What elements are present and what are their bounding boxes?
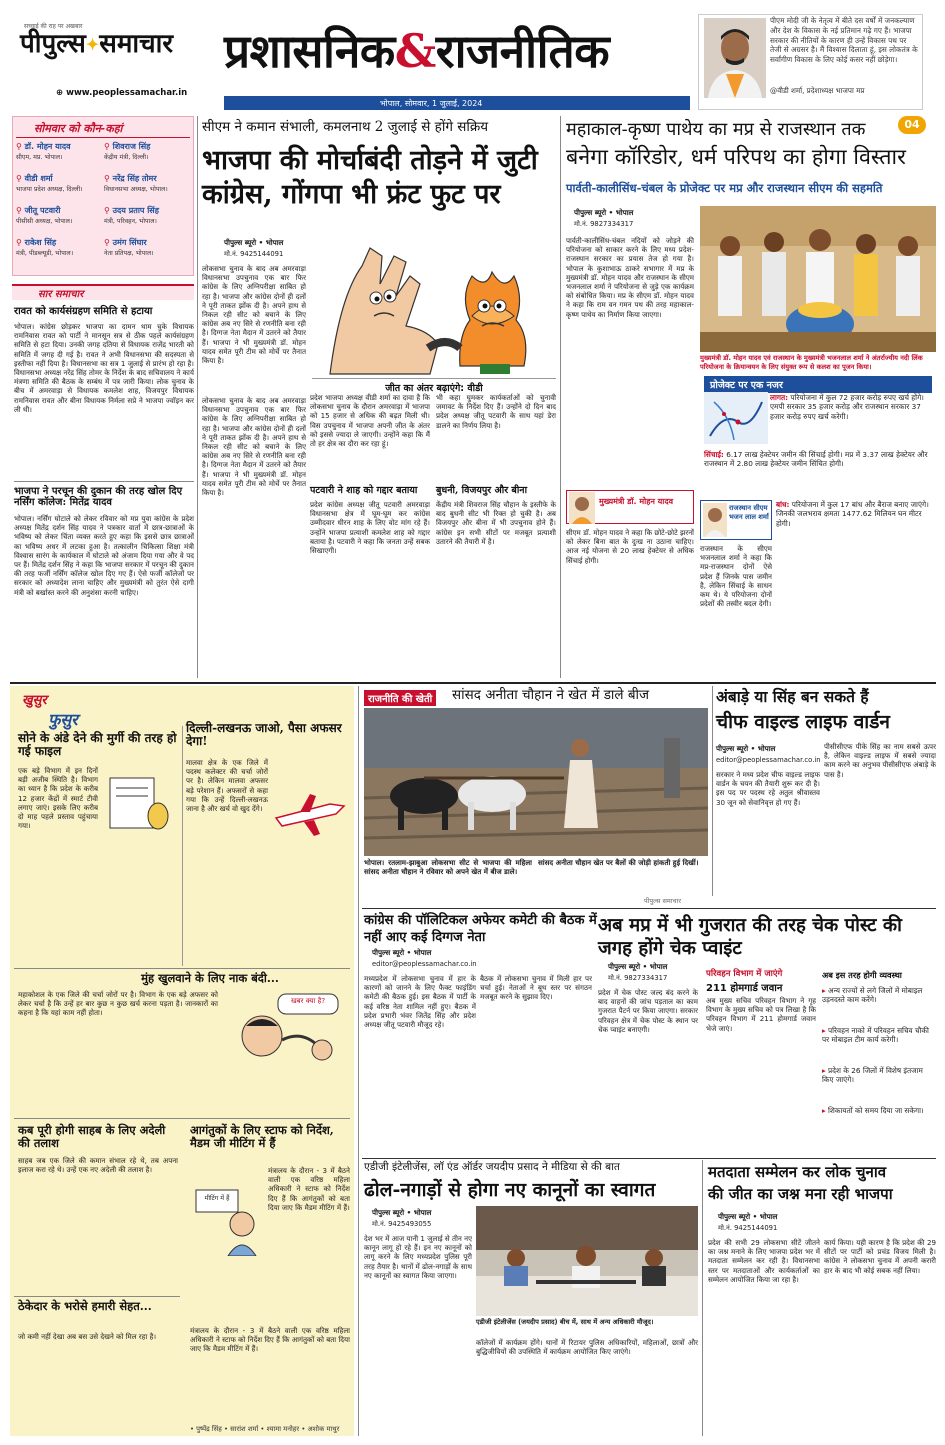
- checkpost-item: ▸ शिकायतों को समय दिया जा सकेगा।: [822, 1106, 924, 1115]
- corridor-mobile: मो.नं. 9827334317: [574, 220, 634, 228]
- adg-text-2: कॉलेजों में कार्यक्रम होंगे। थानों में रिटायर पुलिस अधिकारियों, महिलाओं, छात्रों और बुद्धिजीवियों की उपस्थिति में कार्यक्रम आयोजित किए जाएंगे।: [476, 1338, 698, 1357]
- voter-text-2: कार्य किया। यही कारण है कि प्रदेश की 29 सीटों पर पार्टी को प्रचंड विजय मिली है। कांग्रेस ने लोकसभा चुनाव में अपनी करारी हार के बाद भी कोई सबक नहीं लिया।: [824, 1238, 936, 1275]
- khusur-t2: मालवा क्षेत्र के एक जिले में पदस्थ कलेक्टर की चर्चा जोरों पर है। लेकिन मालवा अफसर बड़े परेशान हैं। अफसरों से कहा गया कि उन्हें दिल्ली-लखनऊ जाना है और खर्च वो खुद देंगे।: [186, 758, 268, 814]
- wildlife-byline: पीपुल्स ब्यूरो • भोपाल: [716, 744, 776, 753]
- farm-caption-1: भोपाल। रतलाम-झाबुआ लोकसभा सीट से भाजपा की महिला सांसद अनीता चौहान ने रविवार को अपने खेत में बीज डाले।: [364, 858, 532, 877]
- mohan-yadav-portrait: [569, 492, 595, 524]
- congress-byline: पीपुल्स ब्यूरो • भोपाल: [372, 948, 432, 957]
- corridor-subhead: पार्वती-कालीसिंध-चंबल के प्रोजेक्ट पर मप्र और राजस्थान सीएम की सहमति: [566, 181, 883, 195]
- bhajanlal-portrait: [703, 503, 727, 537]
- kalash-puja-photo: [700, 206, 936, 352]
- khusur-h4: कब पूरी होगी साहब के लिए अदेली की तलाश: [18, 1123, 166, 1150]
- congress-text-1: मध्यप्रदेश में लोकसभा चुनाव में हार के कारणों को जानने के लिए फैक्ट फाइंडिंग कमेटी की बैठक हुई। इस बैठक में पार्टी के कई वरिष्ठ नेता शामिल नहीं हुए। बैठक में प्रदेश प्रभारी भंवर जितेंद्र सिंह और प्रदेश अध्यक्ष जीतू पटवारी मौजूद रहे।: [364, 974, 476, 1030]
- logo-star-icon: ✦: [85, 35, 100, 55]
- lead-text-1: लोकसभा चुनाव के बाद अब अमरवाड़ा विधानसभा उपचुनाव एक बार फिर कांग्रेस के लिए अग्निपरीक्षा साबित हो रहा है। भाजपा और कांग्रेस दोनों ही दलों ने पूरी ताकत झोंक दी है। अपने हाथ से निकल रही सीट को बचाने के लिए कांग्रेस अब नए सिरे से रणनीति बना रही है। दिग्गज नेता मैदान में उतरने को तैयार हैं। भाजपा ने भी मुख्यमंत्री डॉ. मोहन यादव समेत पूरी टीम को मोर्चे पर तैनात किया है।: [202, 264, 306, 366]
- voter-byline: पीपुल्स ब्यूरो • भोपाल: [718, 1212, 778, 1221]
- farm-caption-2: सांसद अनीता चौहान खेत पर बैलों की जोड़ी हांकती हुई दिखीं।: [538, 858, 699, 867]
- khusur-h5: आगंतुकों के लिए स्टाफ को निर्देश, मैडम जी मीटिंग में हैं: [190, 1123, 334, 1150]
- farm-photo: [364, 708, 708, 856]
- mohan-yadav-quote-label: मुख्यमंत्री डॉ. मोहन यादव: [566, 490, 694, 524]
- who-person: ⚲ जीतू पटवारी पीसीसी अध्यक्ष, भोपाल।: [16, 206, 73, 225]
- location-pin-icon: ⚲: [104, 206, 110, 215]
- khusur-t1: एक बड़े विभाग में इन दिनों बड़ी अजीब स्थिति है। विभाग का ध्यान है कि प्रदेश के करीब 12 हजार केंद्रों में स्मार्ट टीवी लगाए जाएं। इसके लिए करीब दो माह पहले प्रस्ताव पहुंचाया गया।: [18, 766, 98, 831]
- farm-credit: पीपुल्स समाचार: [644, 897, 681, 905]
- khusur-footer: • पुष्पेंद्र सिंह • सारांश शर्मा • श्यामा मनोहर • अशोक माथुर: [190, 1425, 340, 1433]
- who-where-title: सोमवार को कौन-कहां: [34, 122, 123, 135]
- speech-bubble: खबर क्या है?: [290, 997, 326, 1005]
- voter-text-1: प्रदेश की सभी 29 लोकसभा सीटें जीतने का जश्न मनाने के लिए भाजपा प्रदेश भर में मतदाता सम्मेलन कर रही है। विधानसभा स्तर पर मतदाताओं और कार्यकर्ताओं का सम्मेलन आयोजित किया जा रहा है।: [708, 1238, 820, 1284]
- lead-text-3: भी कहा घुमकर कार्यकर्ताओं को चुनावी जमावट के निर्देश दिए हैं। उन्होंने दो दिन बाद प्रदेश अध्यक्ष जीतू पटवारी के साथ यहां डेरा डालने का निर्णय लिया है।: [436, 393, 556, 430]
- checkpost-byline: पीपुल्स ब्यूरो • भोपाल: [608, 962, 668, 971]
- khusur-t5b: मंत्रालय के दौरान - 3 में बैठने वाली एक वरिष्ठ महिला अधिकारी ने स्टाफ को निर्देश दिए हैं कि आगंतुकों को बता दिया जाए कि मैडम मीटिंग में हैं।: [190, 1326, 350, 1354]
- meeting-sign-text: मीटिंग में हैं: [204, 1195, 230, 1202]
- politics-farming-chip: राजनीति की खेती: [364, 690, 436, 706]
- khusur-h3: मुंह खुलवाने के लिए नाक बंदी...: [141, 971, 279, 985]
- checkpost-item: ▸ परिवहन नाको में परिवहन सचिव चौकी पर मोबाइल टीम कार्य करेगी।: [822, 1026, 929, 1045]
- who-person: ⚲ राकेश सिंह मंत्री, पीडब्ल्यूडी, भोपाल।: [16, 238, 74, 257]
- press-conference-photo: [476, 1206, 698, 1316]
- lead-text-2: प्रदेश भाजपा अध्यक्ष वीडी शर्मा का दावा है कि लोकसभा चुनाव के दौरान अमरवाड़ा में भाजपा को 15 हजार से अधिक की बढ़त मिली थी। विस उपचुनाव में भाजपा अपनी जीत के अंतर को इससे ज्यादा ले जाएगी। उन्होंने कहा कि मैं तो हर क्षेत्र का दौरा कर रहा हूं।: [310, 393, 430, 449]
- lead-byline: पीपुल्स ब्यूरो • भोपाल: [224, 238, 284, 247]
- adg-headline: ढोल-नगाड़ों से होगा नए कानूनों का स्वागत: [364, 1179, 656, 1201]
- mohan-yadav-quote: सीएम डॉ. मोहन यादव ने कहा कि छोटे-छोटे झरनों को लेकर बिना बात के दुःख ना उठाना चाहिए। आज नई योजना से 20 लाख हेक्टेयर से अधिक सिंचाई होगी।: [566, 528, 694, 565]
- location-pin-icon: ⚲: [16, 206, 22, 215]
- khusur-t4: साहब जब एक जिले की कमान संभाल रहे थे, तब अपना इलाज करा रहे थे। उन्हें एक नए अदेली की तलाश है।: [18, 1156, 178, 1175]
- voter-headline: की जीत का जश्न मना रही भाजपा: [708, 1185, 893, 1203]
- river-map-icon: [704, 392, 768, 444]
- lead-text-5: केंद्रीय मंत्री शिवराज सिंह चौहान के इस्तीफे के बाद बुधनी सीट भी रिक्त हो चुकी है। अब विजयपुर और बीना में भी उपचुनाव होने हैं। कांग्रेस इन सभी सीटों पर मजबूत प्रत्याशी उतारने की तैयारी में है।: [436, 500, 556, 546]
- who-person: ⚲ डॉ. मोहन यादव सीएम, मप्र. भोपाल।: [16, 142, 71, 161]
- who-person: ⚲ वीडी शर्मा भाजपा प्रदेश अध्यक्ष, दिल्ली।: [16, 174, 83, 193]
- khusur-fusur-title: खुसुर फुसुर: [22, 693, 78, 729]
- masthead-tagline: सच्चाई की राह पर अखबार: [24, 23, 83, 30]
- adg-photo: [476, 1206, 698, 1316]
- congress-text-2: बैठक में लोकसभा चुनाव में मिली हार पर चर्चा हुई। नेताओं ने बूथ स्तर पर संगठन मजबूत करने के सुझाव दिए।: [480, 974, 592, 1002]
- checkpost-subhead: परिवहन विभाग में जाएंगे 211 होमगार्ड जवान: [706, 969, 783, 994]
- portrait-image: [704, 18, 766, 98]
- lead-kicker: सीएम ने कमान संभाली, कमलनाथ 2 जुलाई से होंगे सक्रिय: [202, 119, 489, 135]
- lead-headline: भाजपा की मोर्चाबंदी तोड़ने में जुटी कांग्रेस, गोंगपा भी फ्रंट फुट पर: [202, 145, 538, 210]
- sar-text-1: भोपाल। कांग्रेस छोड़कर भाजपा का दामन थाम चुके विधायक रामनिवास रावत को पार्टी ने मानसून सत्र से ठीक पहले कार्यसंग्रहण समिति से हटा दिया। उनकी जगह दतिया से विधायक राजेंद्र भारती को समिति में जगह दी गई है। रावत ने अभी विधानसभा की सदस्यता से इस्तीफा नहीं दिया है। विधानसभा का सत्र 1 जुलाई से प्रारंभ हो रहा है। विधानसभा अध्यक्ष नरेंद्र सिंह तोमर के निर्देश के बाद सचिवालय ने कार्य मंत्रणा समिति की बैठक के सम्बंध में पत्र जारी किया। लोक चुनाव के बीच में अमरवाड़ा से विधायक कमलेश शाह, विजयपुर विधायक रामनिवास रावत और बीना विधायक निर्मला सप्रे ने भाजपा ज्वॉइन कर ली थी।: [14, 322, 194, 414]
- project-map: [704, 392, 768, 444]
- bhajanlal-quote-label: राजस्थान सीएम भजन लाल शर्मा: [700, 500, 772, 540]
- logo-text-2: समाचार: [99, 29, 174, 59]
- checkpost-box-title: अब इस तरह होगी व्यवस्था: [822, 970, 902, 980]
- checkpost-headline: अब मप्र में भी गुजरात की तरह चेक पोस्ट की जगह होंगे चेक प्वाइंट: [598, 915, 902, 959]
- adg-byline: पीपुल्स ब्यूरो • भोपाल: [372, 1208, 432, 1217]
- wildlife-kicker: अंबाड़े या सिंह बन सकते हैं: [716, 687, 869, 706]
- arrow-icon: ▸: [822, 1106, 826, 1115]
- project-box-title: प्रोजेक्ट पर एक नजर: [704, 376, 932, 393]
- adg-text-1: देश भर में आज यानी 1 जुलाई से तीन नए कानून लागू हो रहे हैं। इन नए कानूनों को लागू करने के लिए मध्यप्रदेश पुलिस पूरी तरह तैयार है। थानों में ढोल-नगाड़ों के साथ नए कानूनों का स्वागत किया जाएगा।: [364, 1234, 472, 1280]
- wildlife-email: editor@peoplessamachar.co.in: [716, 756, 821, 764]
- sar-headline-2: भाजपा ने परचून की दुकान की तरह खोल दिए नर्सिंग कॉलेज: मितेंद्र यादव: [14, 486, 183, 509]
- section-title-2: राजनीतिक: [435, 24, 610, 78]
- vd-sharma-photo: [704, 18, 766, 98]
- corridor-photo-caption: मुख्यमंत्री डॉ. मोहन यादव एवं राजस्थान के मुख्यमंत्री भजनलाल शर्मा ने अंतर्राज्यीय नदी लिंक परियोजना के क्रियान्वयन के लिए संयुक्त रूप से कलश का पूजन किया।: [700, 354, 923, 371]
- arrow-icon: ▸: [822, 986, 826, 995]
- sar-headline-1: रावत को कार्यसंग्रहण समिति से हटाया: [14, 306, 153, 317]
- khusur-t3: महाकोशल के एक जिले की चर्चा जोरों पर है। विभाग के एक बड़े अफसर को लेकर चर्चा है कि उन्हें हर बार कुछ न कुछ खर्च करना पड़ता है। जानकारों का कहना है कि यहां काम नहीं होता।: [18, 990, 218, 1018]
- corridor-byline: पीपुल्स ब्यूरो • भोपाल: [574, 208, 634, 217]
- arrow-icon: ▸: [822, 1066, 826, 1075]
- voter-mobile: मो.नं. 9425144091: [718, 1224, 778, 1232]
- meeting-sign-cartoon: [190, 1180, 266, 1256]
- khusur-cartoon-3: [222, 990, 350, 1074]
- airplane-cartoon: [270, 784, 350, 844]
- location-pin-icon: ⚲: [104, 142, 110, 151]
- farm-headline: सांसद अनीता चौहान ने खेत में डाले बीज: [452, 687, 650, 703]
- voter-kicker: मतदाता सम्मेलन कर लोक चुनाव: [708, 1163, 887, 1181]
- khusur-h1: सोने के अंडे देने की मुर्गी की तरह हो गई फाइल: [18, 731, 177, 759]
- khusur-t5: मंत्रालय के दौरान - 3 में बैठने वाली एक वरिष्ठ महिला अधिकारी ने स्टाफ को निर्देश दिए हैं कि आगंतुकों को बता दिया जाए कि मैडम मीटिंग में हैं।: [268, 1166, 350, 1212]
- congress-headline: कांग्रेस की पॉलिटिकल अफेयर कमेटी की बैठक में नहीं आए कई दिग्गज नेता: [364, 913, 597, 945]
- who-person: ⚲ नरेंद्र सिंह तोमर विधानसभा अध्यक्ष, भोपाल।: [104, 174, 168, 193]
- dateline: भोपाल, सोमवार, 1 जुलाई, 2024: [380, 99, 483, 108]
- khusur-h6: ठेकेदार के भरोसे हमारी सेहत...: [18, 1299, 152, 1313]
- corridor-kicker: महाकाल-कृष्ण पाथेय का मप्र से राजस्थान तक: [566, 119, 866, 140]
- lead-subhead-2: पटवारी ने शाह को गद्दार बताया: [310, 485, 418, 496]
- khusur-cartoon-2: [270, 784, 350, 844]
- adg-photo-caption: एडीजी इंटेलीजेंस (जयदीप प्रसाद) बीच में, साथ में अन्य अधिकारी मौजूद।: [476, 1318, 654, 1326]
- location-pin-icon: ⚲: [16, 174, 22, 183]
- khusur-h2: दिल्ली-लखनऊ जाओ, पैसा अफसर देगा!: [186, 721, 342, 749]
- page-number: 04: [898, 116, 926, 134]
- hand-lotus-cartoon: [310, 236, 556, 376]
- wildlife-text-1: सरकार ने मध्य प्रदेश चीफ वाइल्ड लाइफ वार्डन के चयन की तैयारी शुरू कर दी है। इस पद पर पदस्थ रहे अतुल श्रीवास्तव 30 जून को सेवानिवृत्त हो गए हैं।: [716, 770, 820, 807]
- checkpost-text-1: प्रदेश में चेक पोस्ट जल्द बंद करने के बाद वाहनों की जांच पड़ताल का काम गुजरात पैटर्न पर किया जाएगा। सरकार परिवहन क्षेत्र में चेक पोस्ट के स्थान पर चेक प्वाइंट बनाएगी।: [598, 988, 698, 1034]
- corridor-headline: बनेगा कॉरिडोर, धर्म परिपथ का होगा विस्तार: [566, 145, 906, 170]
- sar-text-2: भोपाल। नर्सिंग घोटाले को लेकर रविवार को मप्र युवा कांग्रेस के प्रदेश अध्यक्ष मितेंद्र दर्शन सिंह यादव ने पत्रकार वार्ता में छात्र-छात्राओं के भविष्य को लेकर चिंता व्यक्त करते हुए कहा कि इससे छात्र छात्राओं का भविष्य अधर में लटका हुआ है। तत्कालीन चिकित्सा शिक्षा मंत्री विश्वास सारंग के कार्यकाल में घोटाले को अंजाम दिया गया और वे पद पर हैं। मितेंद्र दर्शन सिंह ने कहा कि भाजपा सरकार में परचून की दुकान की तरह फर्जी नर्सिंग कॉलेज खोल दिए गए हैं। ऐसे फर्जी कॉलेजों पर सरकार को अध्यादेश लाना चाहिए और मुख्यमंत्री को तुरंत ऐसे दागी मंत्री को बर्खास्त करने की अनुशंसा करनी चाहिए।: [14, 514, 194, 597]
- file-egg-cartoon: [100, 770, 176, 834]
- adg-mobile: मो.नं. 9425493055: [372, 1220, 432, 1228]
- lead-text-4: प्रदेश कांग्रेस अध्यक्ष जीतू पटवारी अमरवाड़ा विधानसभा क्षेत्र में घूम-घूम कर कांग्रेस उम्मीदवार धीरन शाह के लिए वोट मांग रहे हैं। उन्होंने भाजपा प्रत्याशी कमलेश शाह को गद्दार बताया है। पटवारी ने कहा कि जनता उन्हें सबक सिखाएगी।: [310, 500, 430, 556]
- globe-icon: ⊕: [56, 88, 67, 98]
- section-title-1: प्रशासनिक: [224, 24, 395, 78]
- location-pin-icon: ⚲: [104, 174, 110, 183]
- checkpost-item: ▸ प्रदेश के 26 जिलों में विशेष इंतजाम किए जाएंगे।: [822, 1066, 923, 1085]
- wildlife-headline: चीफ वाइल्ड लाइफ वार्डन: [716, 711, 890, 733]
- quote-text: पीएम मोदी जी के नेतृत्व में बीते दस वर्षों में जनकल्याण और देश के विकास के नई प्रतिमान गढ़े गए हैं। भाजपा सरकार की नीतियों के कारण ही उन्हें विकास पथ पर तेजी से अग्रसर है। मैं विश्वास दिलाता हूं, इस लोकतंत्र के सर्वांगीण विकास के लिए कोई कसर नहीं छोड़ेगा।: [770, 16, 918, 65]
- adg-kicker: एडीजी इंटेलीजेंस, लॉ एंड ऑर्डर जयदीप प्रसाद ने मीडिया से की बात: [364, 1161, 620, 1173]
- checkpost-text-2: अब मुख्य सचिव परिवहन विभाग ने गृह विभाग के मुख्य सचिव को पत्र लिखा है कि परिवहन विभाग में 211 होमगार्ड जवान भेजे जाएं।: [706, 996, 816, 1033]
- lead-mobile: मो.नं. 9425144091: [224, 250, 284, 258]
- who-person: ⚲ उदय प्रताप सिंह मंत्री, परिवहन, भोपाल।: [104, 206, 159, 225]
- section-amp: &: [394, 24, 436, 78]
- who-list: [16, 141, 190, 271]
- location-pin-icon: ⚲: [16, 238, 22, 247]
- location-pin-icon: ⚲: [16, 142, 22, 151]
- khusur-cartoon-5: [190, 1180, 266, 1256]
- lead-cartoon: [310, 236, 556, 376]
- masthead-logo: [20, 30, 173, 59]
- khusur-t6: जो कमी नहीं देखा अब बस उसे देखने को मिल रहा है।: [18, 1332, 157, 1341]
- khusur-cartoon-1: [100, 770, 176, 834]
- project-irrigation: सिंचाई: 6.17 लाख हेक्टेयर जमीन की सिंचाई होगी। मप्र में 3.37 लाख हेक्टेयर और राजस्थान में 2.80 लाख हेक्टेयर जमीन सिंचित होगी।: [704, 450, 928, 469]
- corridor-text-1: पार्वती-कालीसिंध-चंबल नदियों को जोड़ने की परियोजना को साकार करने के लिए मध्य प्रदेश-राजस्थान सरकार का प्रयास तेज हो गया है। भोपाल के कुशाभाऊ ठाकरे सभागार में मप्र के मुख्यमंत्री डॉ. मोहन यादव और राजस्थान के सीएम भजनलाल शर्मा ने परियोजना से जुड़े एक कार्यक्रम को संबोधित किया। मप्र के सीएम डॉ. मोहन यादव ने कहा कि राम वन गमन पथ की तरह महाकाल-कृष्ण पाथेय का निर्माण किया जाएगा।: [566, 236, 694, 319]
- arrow-icon: ▸: [822, 1026, 826, 1035]
- who-person: ⚲ शिवराज सिंह केंद्रीय मंत्री, दिल्ली।: [104, 142, 151, 161]
- cartoon-caption: जीत का अंतर बढ़ाएंगे: वीडी: [312, 378, 556, 394]
- quote-by: @वीडी शर्मा, प्रदेशाध्यक्ष भाजपा मप्र: [770, 86, 865, 95]
- project-dams: बांध: परियोजना में कुल 17 बांध और बैराज बनाए जाएंगे। जिनकी जलभराव क्षमता 1477.62 मिलियन घन मीटर होगी।: [776, 500, 929, 528]
- checkpost-item: ▸ अन्य राज्यों से लगे जिलों में मोबाइल उड़नदस्ते काम करेंगे।: [822, 986, 923, 1005]
- section-title: [224, 26, 609, 78]
- wildlife-text-2: पीसीसीएफ पीके सिंह का नाम सबसे ऊपर है, लेकिन वाइल्ड लाइफ में सबसे ज्यादा काम करने का अनुभव पीसीसीएफ अंबाड़े के पास है।: [824, 742, 936, 779]
- corridor-photo: [700, 206, 936, 352]
- sar-samachar-title: सार समाचार: [38, 289, 84, 300]
- website-link[interactable]: ⊕ www.peoplessamachar.in: [56, 88, 188, 98]
- lead-text-1b: लोकसभा चुनाव के बाद अब अमरवाड़ा विधानसभा उपचुनाव एक बार फिर कांग्रेस के लिए अग्निपरीक्षा साबित हो रहा है। भाजपा और कांग्रेस दोनों ही दलों ने पूरी ताकत झोंक दी है। अपने हाथ से निकल रही सीट को बचाने के लिए कांग्रेस अब नए सिरे से रणनीति बना रही है। दिग्गज नेता मैदान में उतरने को तैयार हैं। भाजपा ने भी मुख्यमंत्री डॉ. मोहन यादव समेत पूरी टीम को मोर्चे पर तैनात किया है।: [202, 396, 306, 498]
- logo-text: पीपुल्स: [20, 29, 86, 59]
- lead-subhead-3: बुधनी, विजयपुर और बीना: [436, 485, 528, 496]
- who-person: ⚲ उमंग सिंघार नेता प्रतिपक्ष, भोपाल।: [104, 238, 154, 257]
- checkpost-mobile: मो.नं. 9827334317: [608, 974, 668, 982]
- project-cost: लागत: परियोजना में कुल 72 हजार करोड़ रुपए खर्च होंगे। एमपी सरकार 35 हजार करोड़ और राजस्थान सरकार 37 हजार करोड़ रुपए खर्च करेगी।: [770, 393, 924, 421]
- location-pin-icon: ⚲: [104, 238, 110, 247]
- farmer-oxen-photo: [364, 708, 708, 856]
- congress-email: editor@peoplessamachar.co.in: [372, 960, 477, 968]
- bhajanlal-quote: राजस्थान के सीएम भजनलाल शर्मा ने कहा कि मप्र-राजस्थान दोनों ऐसे प्रदेश हैं जिनके पास जमीन है, लेकिन सिंचाई के साधन कम थे। ये परियोजना दोनों प्रदेशों की तस्वीर बदल देगी।: [700, 544, 772, 609]
